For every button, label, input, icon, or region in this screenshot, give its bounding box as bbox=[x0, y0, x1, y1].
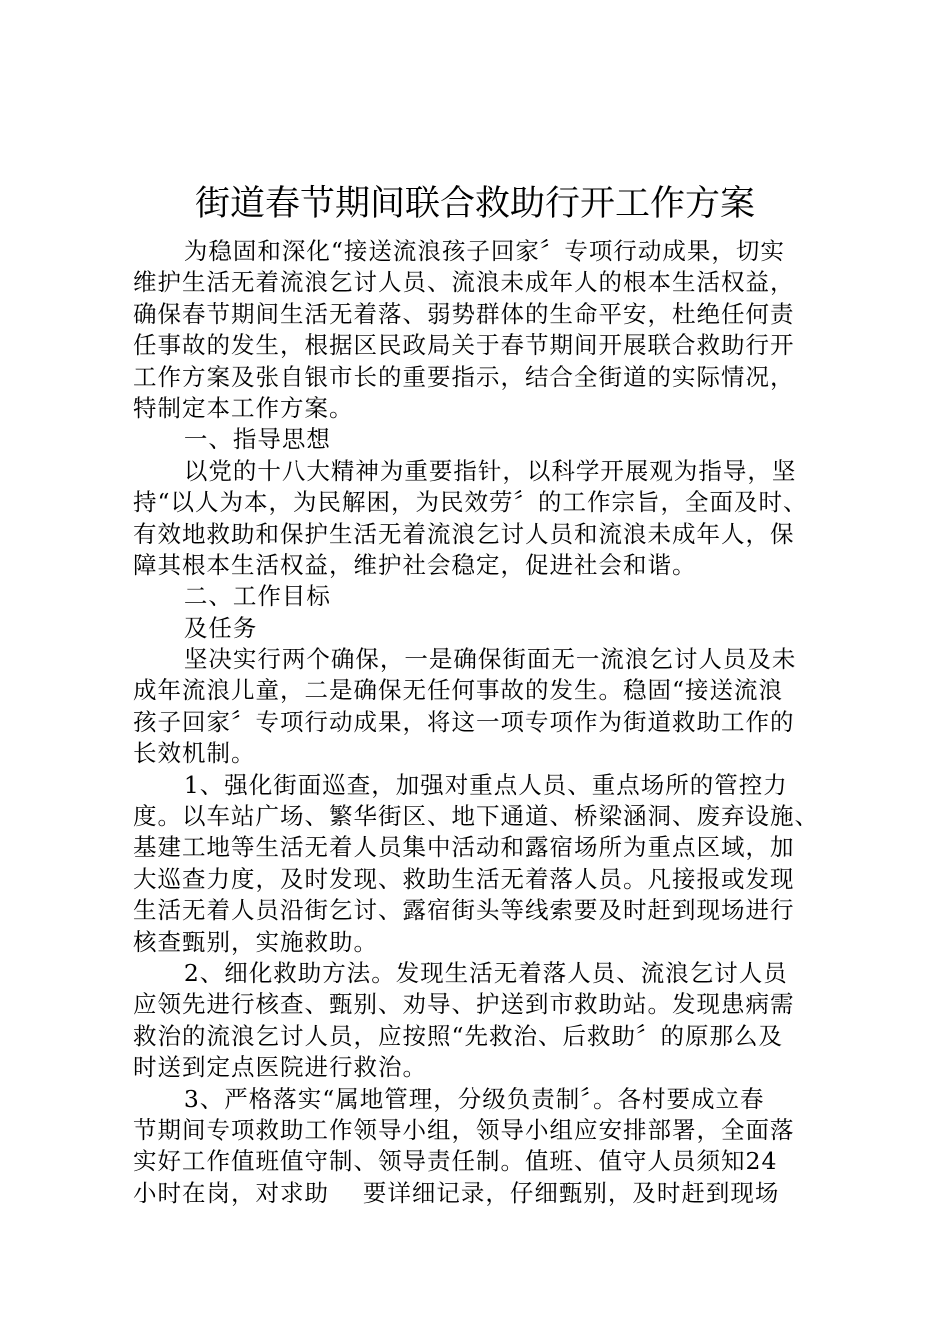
body-line: 维护生活无着流浪乞讨人员、流浪未成年人的根本生活权益， bbox=[133, 268, 795, 297]
body-line: 工作方案及张自银市长的重要指示，结合全街道的实际情况， bbox=[133, 362, 795, 391]
body-line: 障其根本生活权益，维护社会稳定，促进社会和谐。 bbox=[133, 550, 697, 579]
body-line: 孩子回家〞专项行动成果，将这一项专项作为街道救助工作的 bbox=[133, 707, 795, 736]
document-body bbox=[133, 236, 853, 1209]
body-line: 1、强化街面巡查，加强对重点人员、重点场所的管控力 bbox=[133, 770, 788, 799]
body-line: 坚决实行两个确保，一是确保街面无一流浪乞讨人员及未 bbox=[133, 645, 797, 674]
body-line: 及任务 bbox=[133, 613, 258, 642]
body-line: 有效地救助和保护生活无着流浪乞讨人员和流浪未成年人，保 bbox=[133, 519, 795, 548]
body-line: 一、指导思想 bbox=[133, 425, 331, 454]
body-line: 任事故的发生，根据区民政局关于春节期间开展联合救助行开 bbox=[133, 331, 795, 360]
body-line: 实好工作值班值守制、领导责任制。值班、值守人员须知24 bbox=[133, 1147, 778, 1176]
body-line: 为稳固和深化“接送流浪孩子回家〞专项行动成果，切实 bbox=[133, 237, 785, 265]
body-line: 成年流浪儿童，二是确保无任何事故的发生。稳固“接送流浪 bbox=[133, 676, 784, 705]
body-line: 2、细化救助方法。发现生活无着落人员、流浪乞讨人员 bbox=[133, 958, 788, 987]
body-line: 救治的流浪乞讨人员，应按照“先救治、后救助〞的原那么及 bbox=[133, 1021, 784, 1050]
body-line: 大巡查力度，及时发现、救助生活无着落人员。凡接报或发现 bbox=[133, 864, 795, 893]
body-line: 应领先进行核查、甄别、劝导、护送到市救助站。发现患病需 bbox=[133, 990, 795, 1019]
body-line: 3、严格落实“属地管理，分级负责制〞。各村要成立春 bbox=[133, 1084, 765, 1113]
body-line: 小时在岗，对求助 要详细记录，仔细甄别，及时赶到现场 bbox=[133, 1178, 780, 1207]
body-line: 时送到定点医院进行救治。 bbox=[133, 1053, 427, 1082]
body-line: 度。以车站广场、繁华街区、地下通道、桥梁涵洞、废弃设施、 bbox=[133, 802, 819, 831]
body-line: 生活无着人员沿街乞讨、露宿街头等线索要及时赶到现场进行 bbox=[133, 896, 795, 925]
body-line: 特制定本工作方案。 bbox=[133, 393, 354, 422]
body-line: 持“以人为本，为民解困，为民效劳〞的工作宗旨，全面及时、 bbox=[133, 488, 808, 517]
body-line: 节期间专项救助工作领导小组，领导小组应安排部署，全面落 bbox=[133, 1115, 795, 1144]
body-line: 二、工作目标 bbox=[133, 582, 331, 611]
body-line: 基建工地等生活无着人员集中活动和露宿场所为重点区域，加 bbox=[133, 833, 795, 862]
body-line: 核查甄别，实施救助。 bbox=[133, 927, 378, 956]
body-line: 以党的十八大精神为重要指针，以科学开展观为指导，坚 bbox=[133, 456, 797, 485]
body-line: 确保春节期间生活无着落、弱势群体的生命平安，杜绝任何责 bbox=[133, 299, 795, 328]
document-title: 街道春节期间联合救助行开工作方案 bbox=[194, 184, 755, 224]
body-line: 长效机制。 bbox=[133, 739, 256, 768]
